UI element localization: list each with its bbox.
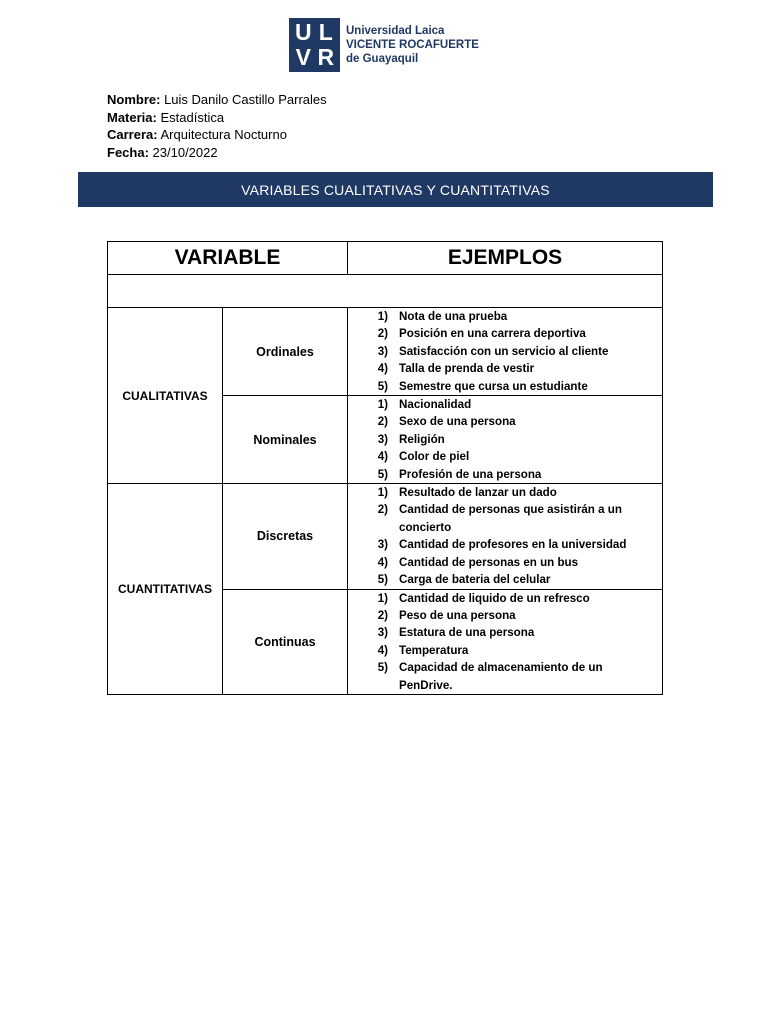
info-label: Carrera: [107, 127, 158, 142]
list-item [348, 536, 658, 553]
item-text: Religión [399, 432, 445, 446]
examples-nominales [348, 396, 663, 484]
subcategory-nominales: Nominales [223, 396, 348, 484]
list-item [348, 466, 658, 483]
list-item [348, 607, 658, 624]
item-number: 3) [377, 344, 388, 358]
header-ejemplos: EJEMPLOS [348, 242, 663, 275]
examples-continuas [348, 589, 663, 694]
list-item [348, 571, 658, 588]
blank-row [108, 275, 663, 308]
list-item [348, 360, 658, 377]
logo-letter: U [294, 19, 312, 45]
info-value: 23/10/2022 [152, 144, 218, 160]
item-number: 5) [377, 379, 388, 393]
list-item [348, 642, 658, 659]
list-item [348, 624, 658, 641]
item-text: Satisfacción con un servicio al cliente [399, 344, 609, 358]
item-number: 2) [377, 415, 388, 429]
item-number: 1) [377, 486, 388, 500]
student-info [107, 91, 327, 161]
category-cualitativas: CUALITATIVAS [108, 308, 223, 484]
info-row-fecha [107, 144, 327, 162]
item-number: 2) [377, 608, 388, 622]
list-item [348, 431, 658, 448]
item-number: 2) [377, 327, 388, 341]
examples-discretas [348, 484, 663, 589]
list-item [348, 590, 658, 607]
info-value: Luis Danilo Castillo Parrales [164, 92, 327, 107]
list-item [348, 396, 658, 413]
item-number: 5) [377, 467, 388, 481]
item-number: 4) [377, 643, 388, 657]
item-number: 5) [377, 573, 388, 587]
item-text: Cantidad de profesores en la universidad [399, 538, 627, 552]
logo-letter: V [295, 44, 311, 70]
item-text: Peso de una persona [399, 608, 516, 622]
list-item [348, 325, 658, 342]
item-number: 1) [377, 310, 388, 323]
item-text: Capacidad de almacenamiento de un PenDrive. [399, 661, 603, 692]
info-row-nombre [107, 91, 327, 109]
logo-line: Universidad Laica [346, 25, 445, 37]
category-cuantitativas: CUANTITATIVAS [108, 484, 223, 695]
logo-text [346, 24, 479, 66]
list-item [348, 554, 658, 571]
item-number: 3) [377, 538, 388, 552]
item-text: Nota de una prueba [399, 310, 508, 323]
list-item [348, 343, 658, 360]
list-item [348, 659, 658, 694]
item-number: 4) [377, 450, 388, 464]
item-text: Talla de prenda de vestir [399, 362, 535, 376]
subcategory-ordinales: Ordinales [223, 308, 348, 396]
info-label: Materia: [107, 109, 157, 125]
subcategory-discretas: Discretas [223, 484, 348, 589]
item-text: Nacionalidad [399, 398, 472, 412]
examples-list [348, 590, 662, 694]
item-text: Cantidad de personas que asistirán a un concierto [399, 503, 622, 534]
list-item [348, 501, 658, 536]
header-variable: VARIABLE [108, 242, 348, 275]
info-row-carrera [107, 126, 327, 144]
list-item [348, 308, 658, 325]
title-banner: VARIABLES CUALITATIVAS Y CUANTITATIVAS [78, 172, 713, 207]
info-value: Estadística [160, 109, 225, 125]
item-text: Sexo de una persona [399, 415, 516, 429]
item-number: 4) [377, 555, 388, 569]
info-value: Arquitectura Nocturno [160, 127, 287, 142]
item-text: Posición en una carrera deportiva [399, 327, 586, 341]
ulvr-logo-mark [289, 18, 340, 72]
item-number: 3) [377, 432, 388, 446]
item-text: Resultado de lanzar un dado [399, 486, 557, 500]
university-logo [289, 18, 479, 72]
item-number: 3) [377, 626, 388, 640]
examples-ordinales [348, 308, 663, 396]
item-text: Color de piel [399, 450, 470, 464]
logo-line: VICENTE ROCAFUERTE [346, 39, 479, 51]
logo-letter: L [318, 19, 333, 45]
item-number: 2) [377, 503, 388, 517]
info-row-materia [107, 109, 327, 127]
info-label: Fecha: [107, 144, 149, 160]
logo-line: de Guayaquil [346, 53, 419, 65]
variables-table [107, 241, 663, 695]
examples-list [348, 308, 662, 395]
list-item [348, 484, 658, 501]
item-text: Estatura de una persona [399, 626, 535, 640]
item-number: 4) [377, 362, 388, 376]
item-number: 1) [377, 591, 388, 605]
subcategory-continuas: Continuas [223, 589, 348, 694]
info-label: Nombre: [107, 92, 161, 107]
item-number: 1) [377, 398, 388, 412]
list-item [348, 413, 658, 430]
item-text: Temperatura [399, 643, 469, 657]
item-text: Carga de bateria del celular [399, 573, 551, 587]
item-text: Cantidad de personas en un bus [399, 555, 579, 569]
item-text: Cantidad de liquido de un refresco [399, 591, 590, 605]
examples-list [348, 484, 662, 588]
examples-list [348, 396, 662, 483]
item-number: 5) [377, 661, 388, 675]
item-text: Semestre que cursa un estudiante [399, 379, 588, 393]
list-item [348, 378, 658, 395]
logo-letter: R [317, 44, 335, 70]
item-text: Profesión de una persona [399, 467, 542, 481]
list-item [348, 448, 658, 465]
